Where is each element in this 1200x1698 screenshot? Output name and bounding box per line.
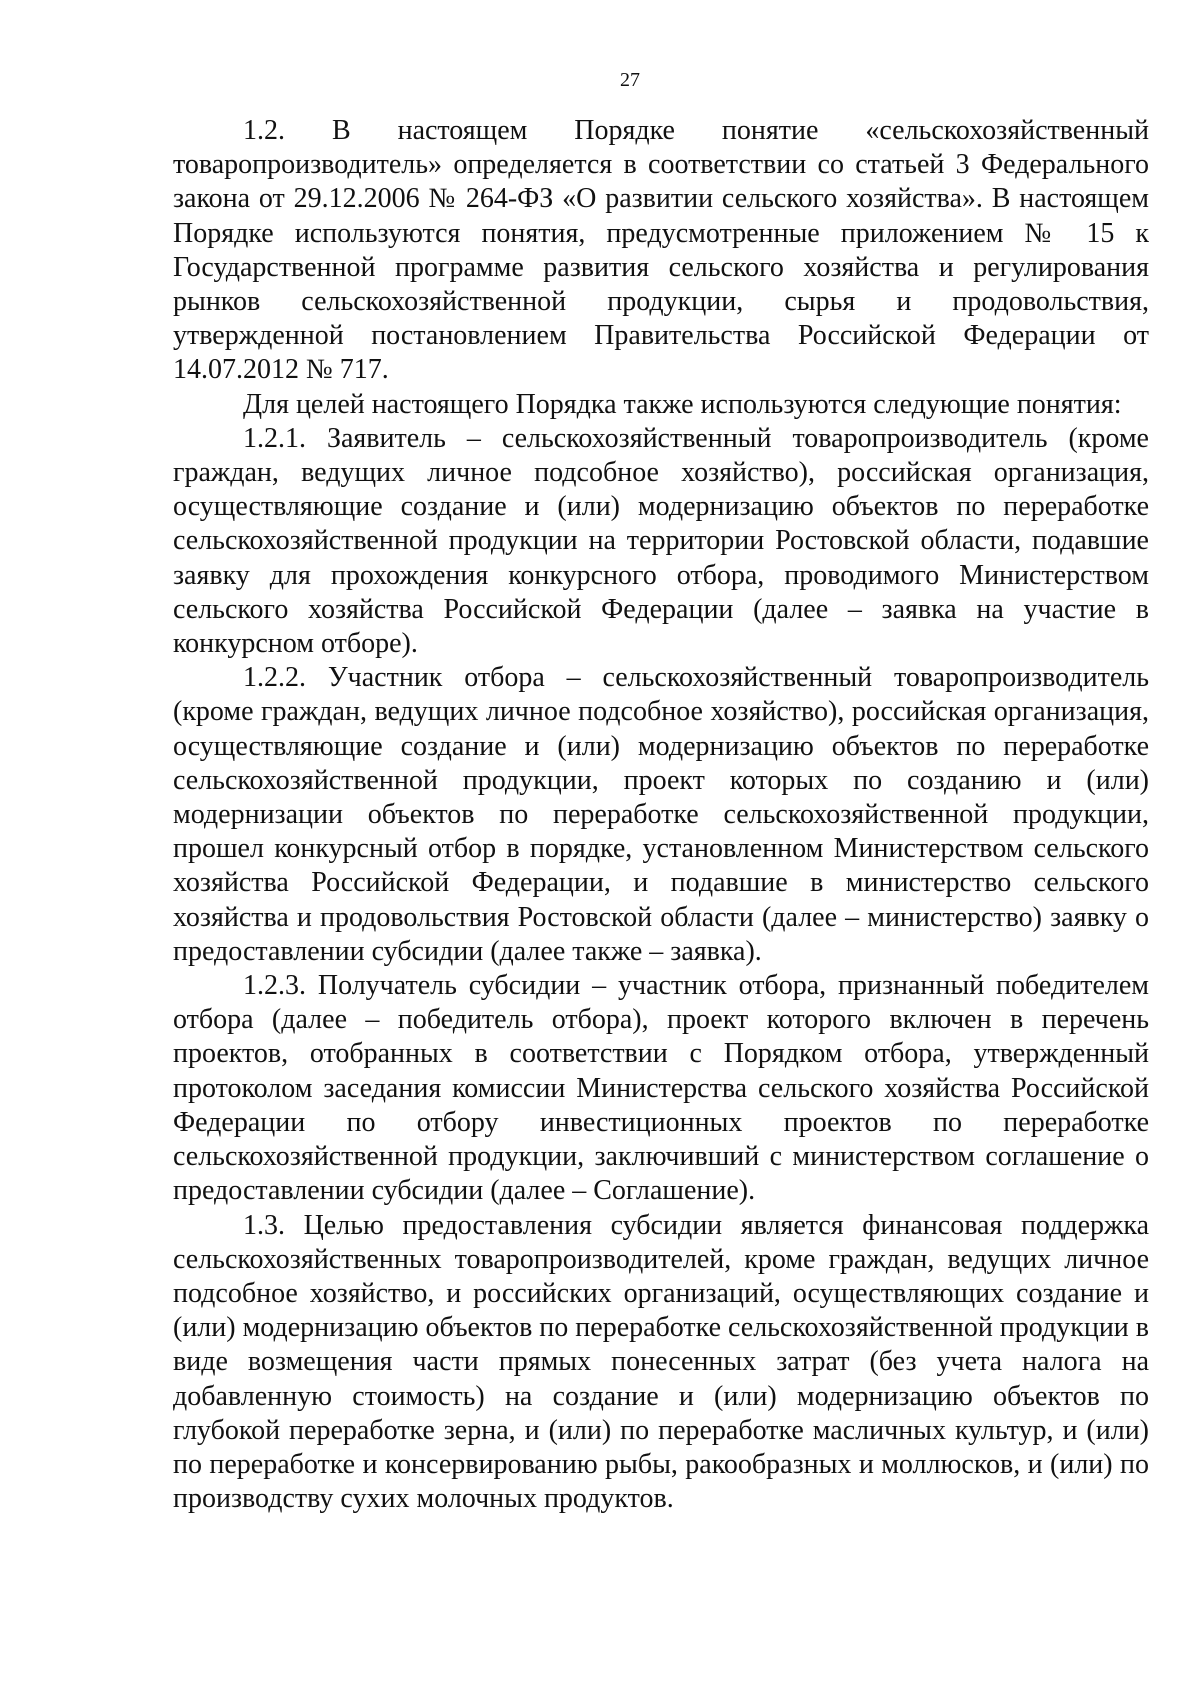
paragraph-definitions-intro: Для целей настоящего Порядка также используются следующие понятия: xyxy=(243,388,1122,420)
document-body xyxy=(173,114,1149,1516)
paragraph-1-2-3: 1.2.3. Получатель субсидии – участник отбора, признанный победителем отбора (далее – победитель отбора), проект которого включен в перечень проектов, отобранных в соответствии с Порядком отбора, утвержденный протоколом заседания комиссии Министерства сельского хозяйства Российской Федерации по отбору инвестиционных проектов по переработке сельскохозяйственной продукции, заключивший с министерством соглашение о предоставлении субсидии (далее – Соглашение). xyxy=(173,970,1149,1207)
paragraph-1-2: 1.2. В настоящем Порядке понятие «сельскохозяйственный товаропроизводитель» определяется в соответствии со статьей 3 Федерального закона от 29.12.2006 № 264-ФЗ «О развитии сельского хозяйства». В настоящем Порядке используются понятия, предусмотренные приложением № 15 к Государственной программе развития сельского хозяйства и регулирования рынков сельскохозяйственной продукции, сырья и продовольствия, утвержденной постановлением Правительства Российской Федерации от 14.07.2012 № 717. xyxy=(173,115,1149,386)
paragraph-1-2-2: 1.2.2. Участник отбора – сельскохозяйственный товаропроизводитель (кроме граждан, ведущих личное подсобное хозяйство), российская организация, осуществляющие создание и (или) модернизацию объектов по переработке сельскохозяйственной продукции, проект которых по созданию и (или) модернизации объектов по переработке сельскохозяйственной продукции, прошел конкурсный отбор в порядке, установленном Министерством сельского хозяйства Российской Федерации, и подавшие в министерство сельского хозяйства и продовольствия Ростовской области (далее – министерство) заявку о предоставлении субсидии (далее также – заявка). xyxy=(173,662,1149,967)
paragraph-1-3: 1.3. Целью предоставления субсидии является финансовая поддержка сельскохозяйственных товаропроизводителей, кроме граждан, ведущих личное подсобное хозяйство, и российских организаций, осуществляющих создание и (или) модернизацию объектов по переработке сельскохозяйственной продукции в виде возмещения части прямых понесенных затрат (без учета налога на добавленную стоимость) на создание и (или) модернизацию объектов по глубокой переработке зерна, и (или) по переработке масличных культур, и (или) по переработке и консервированию рыбы, ракообразных и моллюсков, и (или) по производству сухих молочных продуктов. xyxy=(173,1209,1150,1515)
paragraph-1-2-1: 1.2.1. Заявитель – сельскохозяйственный товаропроизводитель (кроме граждан, ведущих личное подсобное хозяйство), российская организация, осуществляющие создание и (или) модернизацию объектов по переработке сельскохозяйственной продукции на территории Ростовской области, подавшие заявку для прохождения конкурсного отбора, проводимого Министерством сельского хозяйства Российской Федерации (далее – заявка на участие в конкурсном отборе). xyxy=(173,422,1149,660)
page-number: 27 xyxy=(620,69,640,91)
